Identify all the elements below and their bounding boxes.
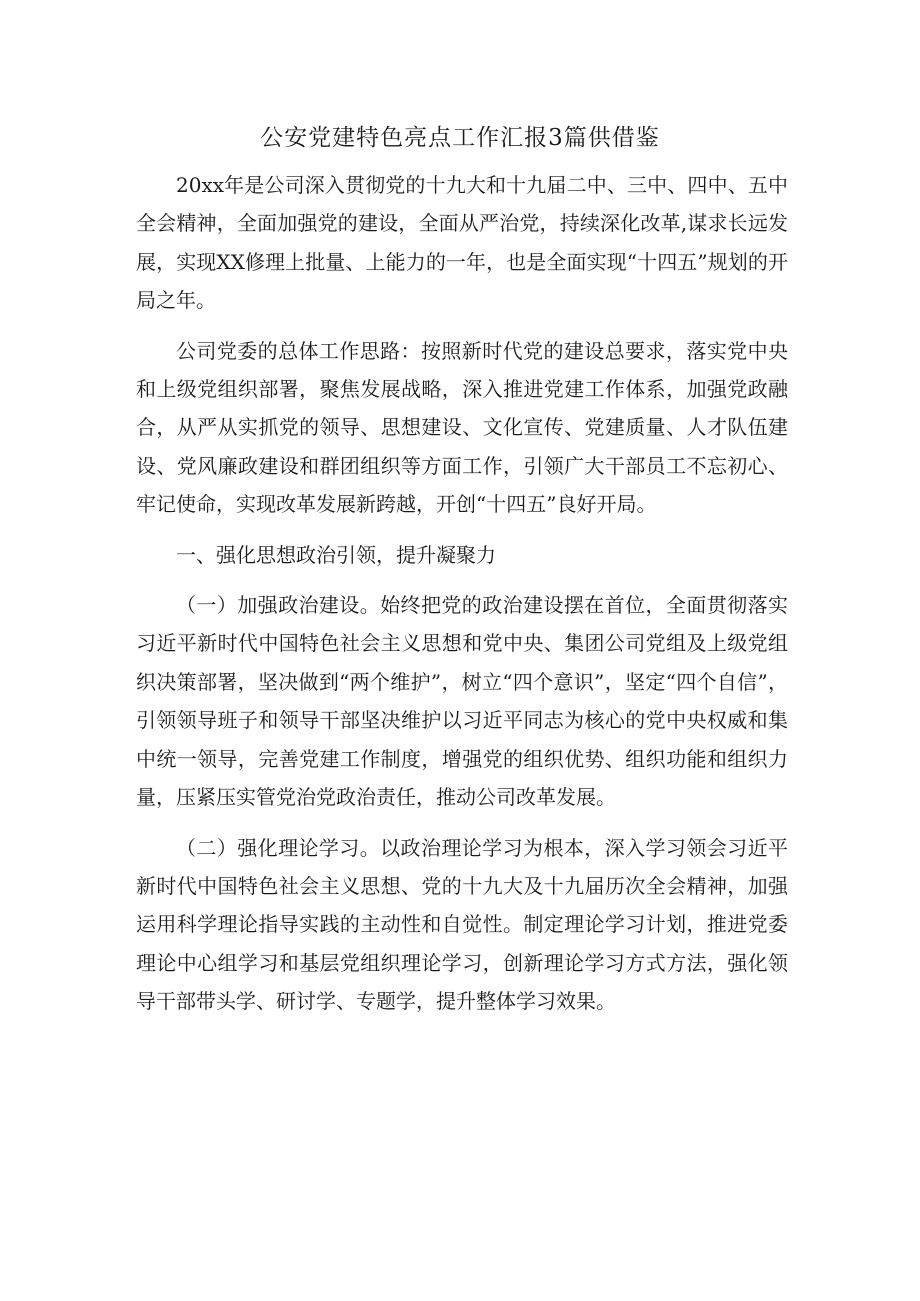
document-title: 公安党建特色亮点工作汇报3篇供借鉴 bbox=[260, 125, 660, 151]
section-heading: 一、强化思想政治引领，提升凝聚力 bbox=[176, 542, 496, 567]
document-body bbox=[136, 166, 788, 1021]
political-building-paragraph: （一）加强政治建设。始终把党的政治建设摆在首位，全面贯彻落实习近平新时代中国特色社会主义思想和党中央、集团公司党组及上级党组织决策部署，坚决做到“两个维护”，树立“四个意识”，坚定“四个自信”，引领领导班子和领导干部坚决维护以习近平同志为核心的党中央权威和集中统一领导，完善党建工作制度，增强党的组织优势、组织功能和组织力量，压紧压实管党治党政治责任，推动公司改革发展。 bbox=[136, 593, 788, 810]
intro-paragraph: 20xx年是公司深入贯彻党的十九大和十九届二中、三中、四中、五中全会精神，全面加强党的建设，全面从严治党，持续深化改革,谋求长远发展，实现XX修理上批量、上能力的一年，也是全面实现“十四五”规划的开局之年。 bbox=[136, 173, 788, 313]
theory-study-paragraph: （二）强化理论学习。以政治理论学习为根本，深入学习领会习近平新时代中国特色社会主义思想、党的十九大及十九届历次全会精神，加强运用科学理论指导实践的主动性和自觉性。制定理论学习计划，推进党委理论中心组学习和基层党组织理论学习，创新理论学习方式方法，强化领导干部带头学、研讨学、专题学，提升整体学习效果。 bbox=[136, 835, 788, 1014]
work-approach-paragraph: 公司党委的总体工作思路：按照新时代党的建设总要求，落实党中央和上级党组织部署，聚焦发展战略，深入推进党建工作体系，加强党政融合，从严从实抓党的领导、思想建设、文化宣传、党建质量、人才队伍建设、党风廉政建设和群团组织等方面工作，引领广大干部员工不忘初心、牢记使命，实现改革发展新跨越，开创“十四五”良好开局。 bbox=[136, 338, 788, 517]
